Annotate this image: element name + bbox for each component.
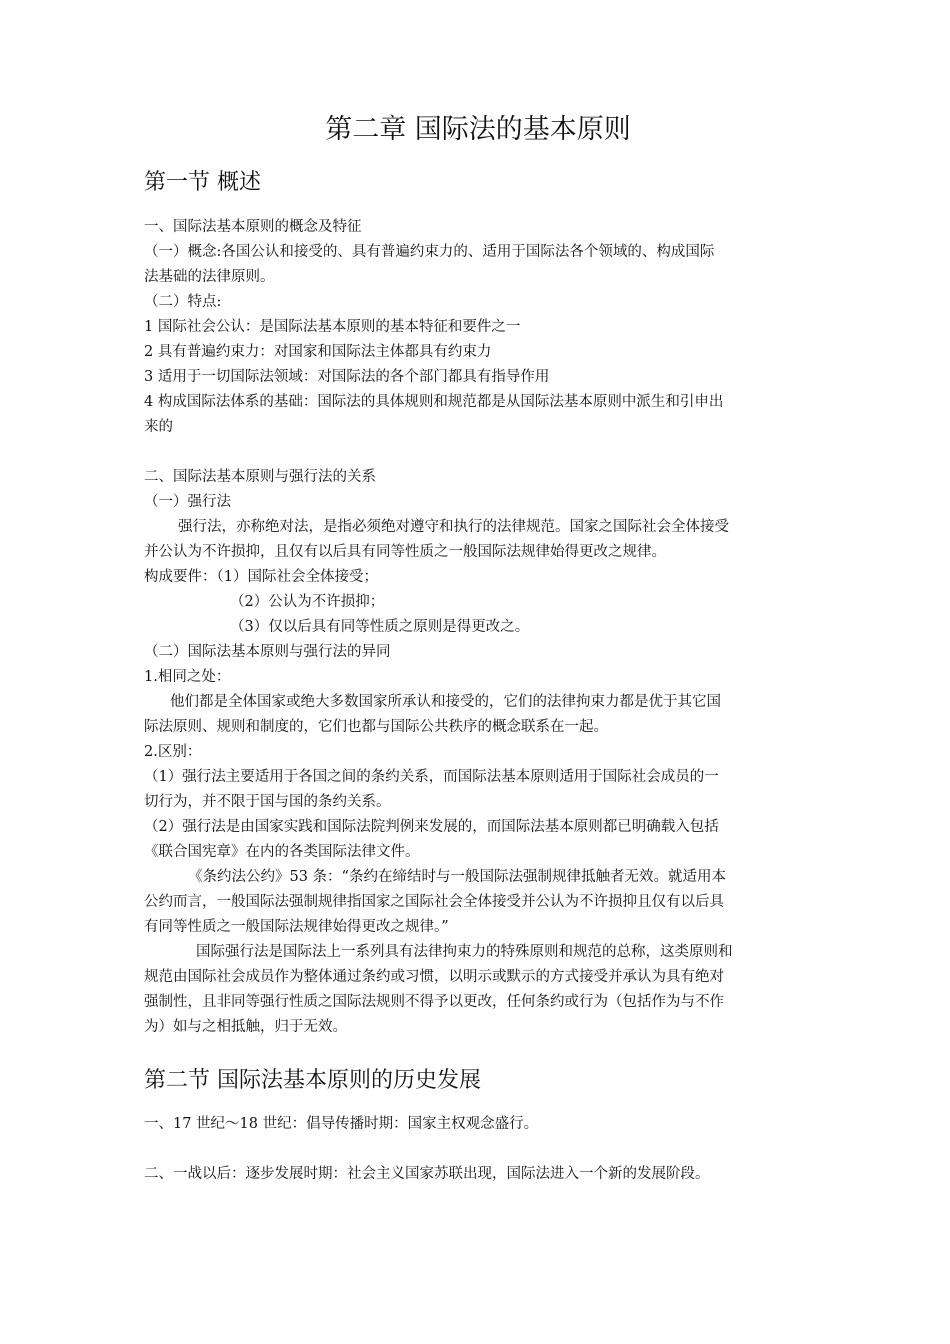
paragraph-line: 法基础的法律原则。	[144, 269, 275, 285]
list-item: 2 具有普遍约束力：对国家和国际法主体都具有约束力	[144, 344, 492, 360]
paragraph-line: 构成要件：（1）国际社会全体接受；	[144, 569, 378, 585]
subheading: （二）特点:	[144, 294, 222, 310]
paragraph-line: 际法原则、规则和制度的，它们也都与国际公共秩序的概念联系在一起。	[144, 719, 608, 735]
paragraph-line: （2）公认为不许损抑；	[230, 594, 385, 610]
part-heading: 二、国际法基本原则与强行法的关系	[144, 469, 376, 485]
paragraph-line: 他们都是全体国家或绝大多数国家所承认和接受的，它们的法律拘束力都是优于其它国	[170, 694, 721, 710]
subheading: （二）国际法基本原则与强行法的异同	[144, 644, 391, 660]
list-item: 4 构成国际法体系的基础：国际法的具体规则和规范都是从国际法基本原则中派生和引申出	[144, 394, 724, 410]
paragraph-line: （2）强行法是由国家实践和国际法院判例来发展的，而国际法基本原则都已明确载入包括	[144, 819, 719, 835]
paragraph-line: 公约而言，一般国际法强制规律指国家之国际社会全体接受并公认为不许损抑且仅有以后具	[144, 894, 724, 910]
list-item: 1 国际社会公认：是国际法基本原则的基本特征和要件之一	[144, 319, 521, 335]
paragraph-line: 强行法，亦称绝对法，是指必须绝对遵守和执行的法律规范。国家之国际社会全体接受	[178, 519, 729, 535]
subheading: （一）强行法	[144, 494, 231, 510]
subheading: 1.相同之处：	[144, 669, 231, 685]
paragraph-line: 有同等性质之一般国际法规律始得更改之规律。”	[144, 919, 449, 935]
paragraph-line: 为）如与之相抵触，归于无效。	[144, 1019, 347, 1035]
list-item: 来的	[144, 419, 173, 435]
paragraph-line: 国际强行法是国际法上一系列具有法律拘束力的特殊原则和规范的总称，这类原则和	[196, 944, 733, 960]
list-item: 二、一战以后：逐步发展时期：社会主义国家苏联出现，国际法进入一个新的发展阶段。	[144, 1166, 710, 1182]
paragraph-line: 切行为，并不限于国与国的条约关系。	[144, 794, 391, 810]
subheading: 2.区别：	[144, 744, 202, 760]
paragraph-line: （3）仅以后具有同等性质之原则是得更改之。	[230, 619, 530, 635]
list-item: 3 适用于一切国际法领域：对国际法的各个部门都具有指导作用	[144, 369, 550, 385]
paragraph-line: 并公认为不许损抑，且仅有以后具有同等性质之一般国际法规律始得更改之规律。	[144, 544, 666, 560]
section-heading: 第一节 概述	[144, 170, 261, 195]
paragraph-line: 强制性，且非同等强行性质之国际法规则不得予以更改，任何条约或行为（包括作为与不作	[144, 994, 724, 1010]
paragraph-line: （一）概念:各国公认和接受的、具有普遍约束力的、适用于国际法各个领域的、构成国际	[144, 244, 715, 260]
paragraph-line: 《条约法公约》53 条：“条约在缔结时与一般国际法强制规律抵触者无效。就适用本	[188, 869, 726, 885]
paragraph-line: （1）强行法主要适用于各国之间的条约关系，而国际法基本原则适用于国际社会成员的一	[144, 769, 719, 785]
part-heading: 一、国际法基本原则的概念及特征	[144, 219, 362, 235]
paragraph-line: 规范由国际社会成员作为整体通过条约或习惯，以明示或默示的方式接受并承认为具有绝对	[144, 969, 724, 985]
section-heading: 第二节 国际法基本原则的历史发展	[144, 1068, 481, 1093]
paragraph-line: 《联合国宪章》在内的各类国际法律文件。	[144, 844, 420, 860]
list-item: 一、17 世纪～18 世纪：倡导传播时期：国家主权观念盛行。	[144, 1116, 539, 1132]
chapter-title: 第二章 国际法的基本原则	[325, 114, 631, 145]
